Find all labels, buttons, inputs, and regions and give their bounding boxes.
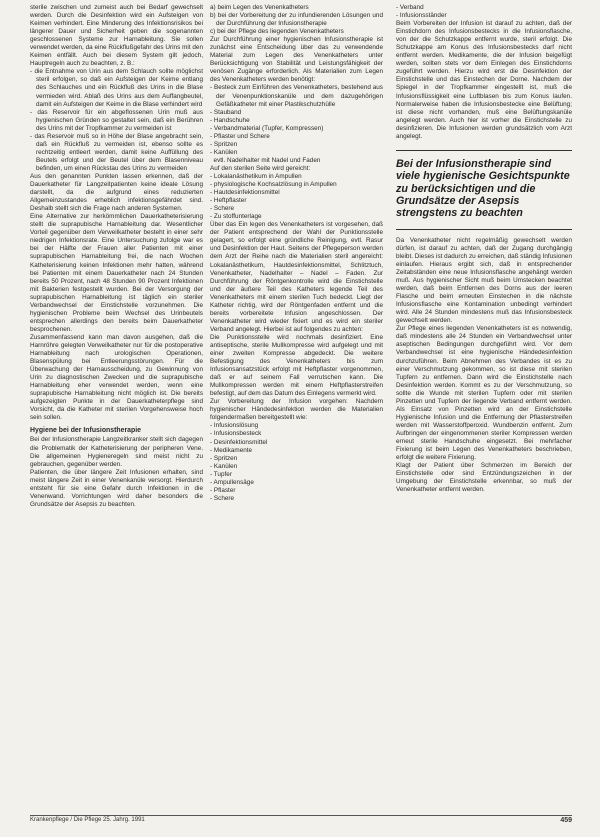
list-item: - Lokalanästhetikum in Ampullen <box>210 172 302 180</box>
journal-citation: Krankenpflege / Die Pflege 25. Jahrg. 1991 <box>30 817 145 823</box>
list-item: - Verband <box>396 4 424 11</box>
list-item: - physiologische Kochsalzlösung in Ampullen <box>210 181 337 189</box>
list-item: - Pflaster und Schere <box>210 132 270 140</box>
paragraph: Zur Durchführung einer hygienischen Infusionstherapie ist zunächst eine Entscheidung über das zu verwendende Material zum Legen des Venenkatheters unter Berücksichtigung von Stabilität und Leistungsfähigkeit der venösen Zugänge erforderlich. Als Materialien zum Legen des Venenkatheters werden benötigt: <box>210 36 383 84</box>
list-item: - das Reservoir muß so in Höhe der Blase angebracht sein, daß ein Rückfluß zu vermeiden ist, ebenso sollte es rechtzeitig entleert werden, damit keine Auffüllung des Beutels erfolgt und der Beutel über dem Blasenniveau befinden, um einen Rückstau des Urins zu vermeiden <box>30 132 203 172</box>
list-item: - Kanülen <box>210 148 238 156</box>
page-number: 459 <box>560 817 572 824</box>
paragraph: Zur Pflege eines liegenden Venenkatheters ist es notwendig, daß mindestens alle 24 Stunden ein Verbandwechsel unter aseptischen Bedingungen durchgeführt wird. Vor dem Verbandwechsel ist eine hygienische Händedesinfektion durchzuführen. Beim Abnehmen des Verbandes ist es zu einer Verschmutzung gekommen, so ist diese mit sterilen Tupfern zu entfernen. Dann wird die Einstichstelle nach Desinfektion werden. Kommt es zu der Verschmutzung, so sollte die Wunde mit sterilen Tupfern oder mit sterilen Pinzetten und Tupfern der liegende Verband entfernt werden. Als Einsatz von Pinzetten wird an der Einstichstelle Hygienische Infusion und die Entfernung der Pflasterstreifen werden mit Wasserstoffperoxid. Wundbenzin entfernt. Zum Aufbringen der eingenommenen steriler Kompressen werden erneut sterile Handschuhe eingesetzt. Bei mehrfacher Fixierung ist beim Legen des Venenkatheters beschrieben, erfolgt die weitere Fixierung. <box>396 325 572 462</box>
column-right <box>396 4 572 494</box>
list-item: - Medikamente <box>210 446 253 454</box>
list-item: - Desinfektionsmittel <box>210 438 268 446</box>
top-bullets <box>396 4 572 20</box>
list-item: - Pflaster <box>210 486 236 494</box>
list-item: - das Reservoir für ein abgeflossenen Urin muß aus hygienischen Gründen so gestaltet sein, daß ein Berühren des Urins mit der Tropfkammer zu vermeiden ist <box>30 108 204 132</box>
paragraph: Über das Ein legen des Venenkatheters ist vorgesehen, daß der Patient entsprechend der Wahl der Punktionsstelle gelagert, so erfolgt eine gründliche Reinigung, evtl. Rasur und Desinfektion der Haut. Seitens der Pflegeperson werden dem Arzt der Reihe nach die Materialien steril angereicht: Lokalanästhetikum, Hautdesinfektionsmittel, Schlitztuch, Venenkatheter, Nadelhalter – Nadel – Faden. Zur Durchführung der Röntgenkontrolle wird die Einstichstelle und der äußere Teil des Katheters legende Teil des Venenkatheters mit einem sterilen Tuch bedeckt. Liegt der Katheter richtig, wird der Röntgenfaden entfernt und die bereits vorbereitete Infusion angeschlossen. Der Venenkatheter wird wieder fixiert und es wird ein steriler Verband angelegt. Hierbei ist auf folgendes zu achten: <box>210 221 383 333</box>
divider <box>396 150 572 151</box>
list-item: - Stauband <box>210 108 242 116</box>
paragraph: Klagt der Patient über Schmerzen im Bereich der Einstichstelle oder sind Entzündungszeichen in der Umgebung der Einstichstelle erkennbar, so muß der Venenkatheter entfernt werden. <box>396 462 572 494</box>
sterile-list <box>210 173 383 221</box>
section-heading: Hygiene bei der Infusionstherapie <box>30 427 141 435</box>
list-item: - Infusionslösung <box>210 422 259 430</box>
list-item: - Spritzen <box>210 140 238 148</box>
paragraph: Zusammenfassend kann man davon ausgehen, daß die Harnröhre gelegten Verweilkatheter nur für die postoperative Harnableitung nach urologischen Operationen, Blasenspülung bei Entleerungsstörungen. Für die Überwachung der Harnausscheidung, zu Gewinnung von Urin zu diagnostischen Zwecken und die suprapubische Harnableitung eher verwendet werden, wenn eine suprapubische Harnableitung nicht möglich ist. Die bereits aufgezeigten Punkte in der Dauerkatheterpflege sind Vorsicht, da die Katheter mit sterilen Vorgehensweise hoch sein sollen. <box>30 333 203 422</box>
page-footer <box>30 815 572 827</box>
list-item: - Besteck zum Einführen des Venenkatheters, bestehend aus der Venenpunktionskanüle und dem dazugehörigen Gefäßkatheter mit einer Plastikschutzhülle <box>210 84 383 108</box>
list-item: - Handschuhe <box>210 116 250 124</box>
paragraph: Zur Vorbereitung der Infusion vorgehen: Nachdem hygienischer Händedesinfektion werden die Materialien folgendermaßen bereitgestellt wie: <box>210 398 383 422</box>
list-item: - Zu stoffunterlage <box>210 213 262 221</box>
paragraph: Aus den genannten Punkten lassen erkennen, daß der Dauerkatheter für Langzeitpatienten keine ideale Lösung darstellt, da die aufgrund eines reduzierten Allgemeinzustandes erheblich infektionsgefährdet sind. Deshalb stellt sich die Frage nach anderen Systemen. <box>30 172 203 213</box>
paragraph: Auf den sterilen Seite wird gereicht: <box>210 164 311 172</box>
column-left <box>30 4 203 509</box>
list-item: - Ampullensäge <box>210 478 254 486</box>
list-item: - Schere <box>210 205 235 213</box>
list-item: - Kanülen <box>210 462 238 470</box>
list-item: - Spritzen <box>210 454 238 462</box>
paragraph: Die Punktionsstelle wird nochmals desinfiziert. Eine antiseptische, sterile Mullkompresse wird aufgelegt und mit einer zweiten Kompresse abgedeckt. Die weitere Befestigung des Venenkatheters bis zum Infusionsansatzstück erfolgt mit Heftpflaster vorgenommen, daß er auf seinem Fall verrutschen kann. Die Mullkompressen werden mit einem Heftpflasterstreifen befestigt, auf dem das Datum des Einlegens vermerkt wird. <box>210 333 383 398</box>
paragraph: Beim Vorbereiten der Infusion ist darauf zu achten, daß der Einstichdorn des Infusionsbestecks in die Infusionsflasche, von der die Schutzkappe entfernt wurde, steril erfolgt. Die Schutzkappe am Konus des Infusionsbestecks darf nicht entfernt werden. Medikamente, die der Infusion beigefügt werden, sollten stets vor dem Einlegen des Einstichdorns zugeführt werden. Hierzu wird erst die Desinfektion der Einstichstelle und das Einstechen der Dorne. Nachdem der Spiegel in der Tropfkammer eingestellt ist, muß die Infusionsflüssigkeit eine Luftblasen bis zum Konus laufen. Normalerweise haben die Infusionsbestecke eine Belüftung; ist diese nicht vorhanden, muß eine Belüftungskanüle angelegt werden. Auch hier ist vorher die Einstichstelle zu desinfizieren. Die Infusionen werden grundsätzlich vom Arzt angelegt. <box>396 20 572 140</box>
paragraph: Da Venenkatheter nicht regelmäßig gewechselt werden dürfen, ist darauf zu achten, daß der Zugang durchgängig bleibt. Dieses ist dadurch zu erreichen, daß ständig Infusionen einlaufen. Hieraus ergibt sich, daß in entsprechender Zeitabständen eine neue Infusionsflasche angehängt werden muß. Aus hygienischer Sicht muß beim Umstecken beachtet werden, daß beim Entfernen des Dorns aus der leeren Flasche und beim erneuten Einstechen in die nächste Infusionsflasche eine Kontamination unbedingt verhindert wird. Alle 24 Stunden mindestens muß das Infusionsbesteck gewechselt werden. <box>396 236 572 325</box>
list-item: - Verbandmaterial (Tupfer, Kompressen) <box>210 124 324 132</box>
intro-bullets <box>210 4 383 36</box>
pull-quote: Bei der Infusionstherapie sind viele hygienische Gesichtspunkte zu berücksichtigen und die Grundsätze der Asepsis strengstens zu beachten <box>396 157 570 220</box>
infusion-list <box>210 422 383 502</box>
urine-bullets <box>30 68 203 173</box>
list-item: b) bei der Vorbereitung der zu infundierenden Lösungen und der Durchführung der Infusionstherapie <box>210 12 383 28</box>
list-item: c) bei der Pflege des liegenden Venenkatheters <box>210 28 344 36</box>
list-item: evtl. Nadelhalter mit Nadel und Faden <box>213 156 321 164</box>
divider <box>396 229 572 230</box>
paragraph: Patienten, die über längere Zeit Infusionen erhalten, sind meist längere Zeit in einer Venenkanüle versorgt. Hierdurch entsteht für sie eine Gefahr durch Infektionen in die Venenwand. Vorrichtungen wird daher besonders die Grundsätze der Asepsis zu beachten. <box>30 468 203 508</box>
list-item: - Infusionsbesteck <box>210 430 262 438</box>
list-item: - Schere <box>210 494 235 502</box>
list-item: - die Entnahme von Urin aus dem Schlauch sollte möglichst steril erfolgen, so daß ein Aufsteigen der Keime entlang des Schlauches und ein Rückfluß des Urins in die Blase vermieden wird. Ablaß des Urins aus dem Auffangbeutel, damit ein Aufsteigen der Keime in die Blase verhindert wird <box>30 68 203 108</box>
materials-list <box>210 84 383 164</box>
list-item: - Heftpflaster <box>210 197 247 205</box>
list-item: - Hautdesinfektionsmittel <box>210 189 280 197</box>
footer-rule <box>30 815 572 816</box>
list-item: - Tupfer <box>210 470 232 478</box>
paragraph: Eine Alternative zur herkömmlichen Dauerkatheterisierung stellt die suprapubische Harnableitung dar. Wesentlicher Vorteil gegenüber dem Verweilkatheter besteht in einer sehr niedrigen Infektionsrate. Eine Untersuchung zufolge war es bei der Hälfte der Frauen aller Patienten mit einer suprapubischen Harnableitung frei, die nach Wochen Katheterisierung keinen Infektionen mehr hatten, während bei Patienten mit einem Dauerkatheter nach 24 Stunden bereits 50 Prozent, nach 48 Stunden 90 Prozent Infektionen mit Bakterien festgestellt wurden. Bei der Versorgung der suprapubischen Harnableitung ist täglich ein steriler Verbandwechsel der Einstichstelle vorzunehmen. Die hygienischen Probleme beim Wechsel des Urinbeutels entsprechen allerdings den bereits beim Dauerkatheter besprochenen. <box>30 213 203 333</box>
column-middle <box>210 4 383 503</box>
list-item: a) beim Legen des Venenkatheters <box>210 4 309 11</box>
list-item: - Infusionsständer <box>396 12 447 20</box>
paragraph: Bei der Infusionstherapie Langzeitkranker stellt sich dagegen die Problematik der Katheterisierung der peripheren Vene. Die allgemeinen Hygieneregeln sind meist nicht zu gebrauchen, gegenüber werden. <box>30 436 203 468</box>
paragraph: sterile zwischen und zumeist auch bei Bedarf gewechselt werden. Durch die Desinfektion wird ein Aufsteigen von Keimen verhindert. Eine Minderung des Infektionsrisikos bei längerer Dauer und Sicherheit geben die sogenannten geschlossenen Systeme zur Harnableitung. Sie sollen verwendet werden, da eine Rückflußgefahr des Urins mit den Keimen entfällt. Auch bei diesem System gilt jedoch, Hauptregeln auch zu beachten, z. B.: <box>30 4 203 68</box>
